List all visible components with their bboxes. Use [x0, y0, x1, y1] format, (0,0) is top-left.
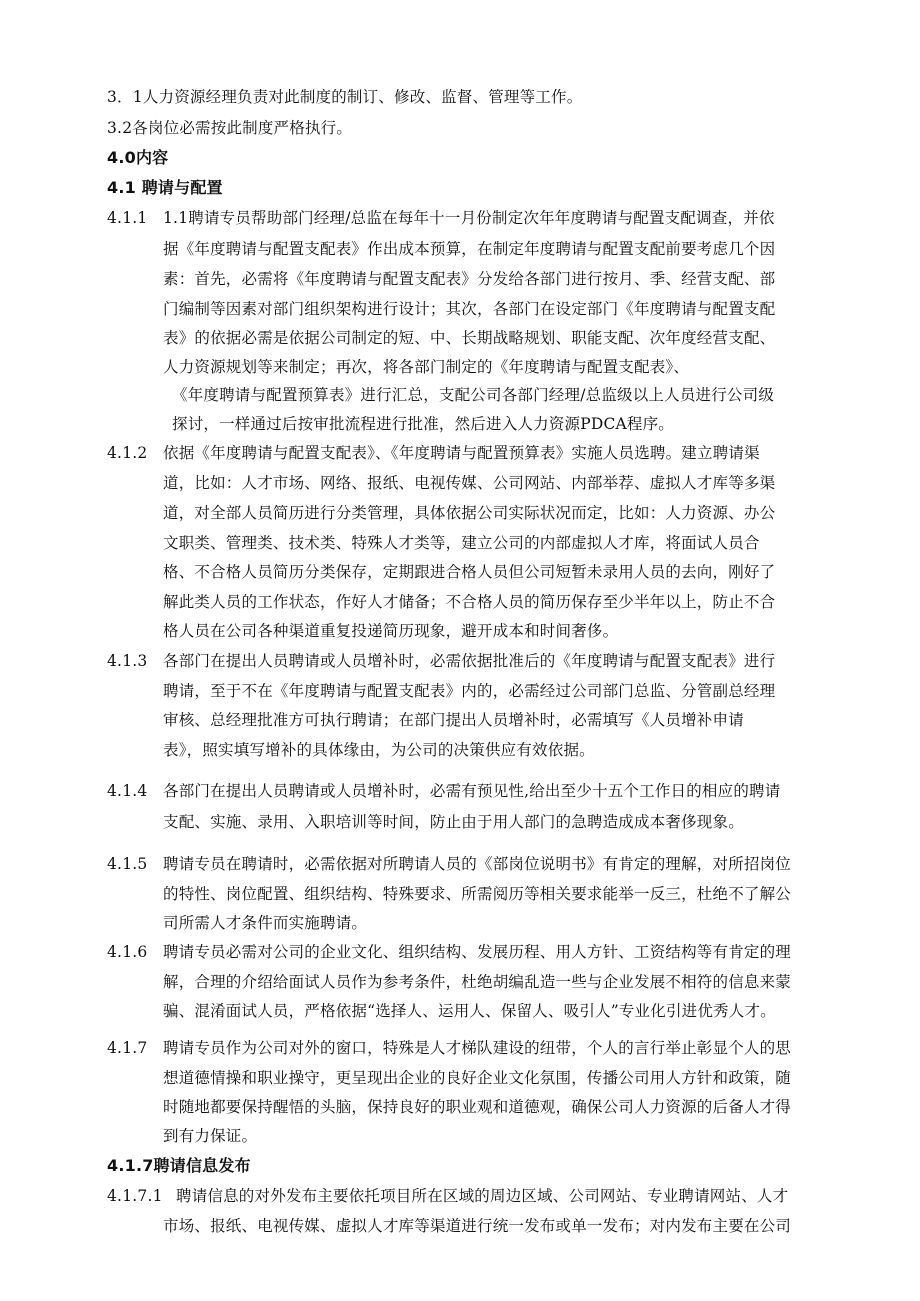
section-number: 4.1.5	[107, 855, 148, 873]
section-line: 时随地都要保持醒悟的头脑，保持良好的职业观和道德观，确保公司人力资源的后备人才得	[163, 1098, 792, 1116]
section-number: 4.1.4	[107, 782, 148, 800]
section-line: 聘请信息的对外发布主要依托项目所在区域的周边区域、公司网站、专业聘请网站、人才	[176, 1187, 789, 1205]
section-line: 聘请专员在聘请时，必需依据对所聘请人员的《部岗位说明书》有肯定的理解，对所招岗位	[163, 855, 792, 873]
section-line: 格、不合格人员简历分类保存，定期跟进合格人员但公司短暂未录用人员的去向，刚好了	[163, 563, 776, 581]
section-line: 骗、混淆面试人员，严格依据“选择人、运用人、保留人、吸引人”专业化引进优秀人才。	[163, 1002, 776, 1020]
section-line: 《年度聘请与配置预算表》进行汇总，支配公司各部门经理/总监级以上人员进行公司级	[172, 386, 775, 404]
section-line: 表》的依据必需是依据公司制定的短、中、长期战略规划、职能支配、次年度经营支配、	[163, 329, 776, 347]
section-line: 道，对全部人员简历进行分类管理，具体依据公司实际状况而定，比如：人力资源、办公	[163, 504, 776, 522]
section-line: 道，比如：人才市场、网络、报纸、电视传媒、公司网站、内部举荐、虚拟人才库等多渠	[163, 474, 776, 492]
section-line: 的特性、岗位配置、组织结构、特殊要求、所需阅历等相关要求能举一反三，杜绝不了解公	[163, 885, 792, 903]
section-line: 司所需人才条件而实施聘请。	[163, 914, 368, 932]
section-line: 依据《年度聘请与配置支配表》、《年度聘请与配置预算表》实施人员选聘。建立聘请渠	[163, 444, 760, 462]
section-line: 表》，照实填写增补的具体缘由，为公司的决策供应有效依据。	[163, 741, 595, 759]
section-number: 4.1.7	[107, 1039, 148, 1057]
para-3-1: 3．1人力资源经理负责对此制度的制订、修改、监督、管理等工作。	[107, 88, 583, 106]
section-line: 审核、总经理批准方可执行聘请；在部门提出人员增补时，必需填写《人员增补申请	[163, 711, 744, 729]
section-number: 4.1.7.1	[107, 1187, 163, 1205]
section-line: 解此类人员的工作状态，作好人才储备；不合格人员的简历保存至少半年以上，防止不合	[163, 593, 776, 611]
section-line: 素：首先，必需将《年度聘请与配置支配表》分发给各部门进行按月、季、经营支配、部	[163, 270, 776, 288]
section-line: 格人员在公司各种渠道重复投递简历现象，避开成本和时间奢侈。	[163, 622, 619, 640]
heading-4-1: 4.1 聘请与配置	[107, 178, 223, 197]
section-line: 聘请，至于不在《年度聘请与配置支配表》内的，必需经过公司部门总监、分管副总经理	[163, 682, 776, 700]
section-line: 各部门在提出人员聘请或人员增补时，必需依据批准后的《年度聘请与配置支配表》进行	[163, 652, 776, 670]
section-line: 人力资源规划等来制定；再次，将各部门制定的《年度聘请与配置支配表》、	[163, 358, 690, 376]
section-line: 文职类、管理类、技术类、特殊人才类等，建立公司的内部虚拟人才库，将面试人员合	[163, 534, 760, 552]
section-number: 4.1.2	[107, 444, 148, 462]
section-line: 解，合理的介绍给面试人员作为参考条件，杜绝胡编乱造一些与企业发展不相符的信息来蒙	[163, 973, 792, 991]
section-line: 探讨，一样通过后按审批流程进行批准，然后进入人力资源PDCA程序。	[172, 415, 675, 433]
section-number: 4.1.1	[107, 209, 148, 227]
section-line: 各部门在提出人员聘请或人员增补时，必需有预见性,给出至少十五个工作日的相应的聘请	[163, 782, 781, 800]
section-line: 到有力保证。	[163, 1127, 258, 1145]
section-number: 4.1.6	[107, 943, 148, 961]
section-line: 支配、实施、录用、入职培训等时间，防止由于用人部门的急聘造成成本奢侈现象。	[163, 813, 744, 831]
heading-4-1-7: 4.1.7聘请信息发布	[107, 1156, 251, 1175]
section-number: 4.1.3	[107, 652, 148, 670]
section-line: 1.1聘请专员帮助部门经理/总监在每年十一月份制定次年年度聘请与配置支配调查，并依	[163, 209, 775, 227]
section-line: 据《年度聘请与配置支配表》作出成本预算，在制定年度聘请与配置支配前要考虑几个因	[163, 240, 776, 258]
section-line: 市场、报纸、电视传媒、虚拟人才库等渠道进行统一发布或单一发布；对内发布主要在公司	[163, 1217, 792, 1235]
section-line: 想道德情操和职业操守，更呈现出企业的良好企业文化氛围，传播公司用人方针和政策，随	[163, 1069, 792, 1087]
para-3-2: 3.2各岗位必需按此制度严格执行。	[107, 119, 353, 137]
section-line: 聘请专员必需对公司的企业文化、组织结构、发展历程、用人方针、工资结构等有肯定的理	[163, 943, 792, 961]
section-line: 门编制等因素对部门组织架构进行设计；其次，各部门在设定部门《年度聘请与配置支配	[163, 300, 776, 318]
section-line: 聘请专员作为公司对外的窗口，特殊是人才梯队建设的纽带，个人的言行举止彰显个人的思	[163, 1039, 792, 1057]
heading-4-0: 4.0内容	[107, 148, 169, 167]
